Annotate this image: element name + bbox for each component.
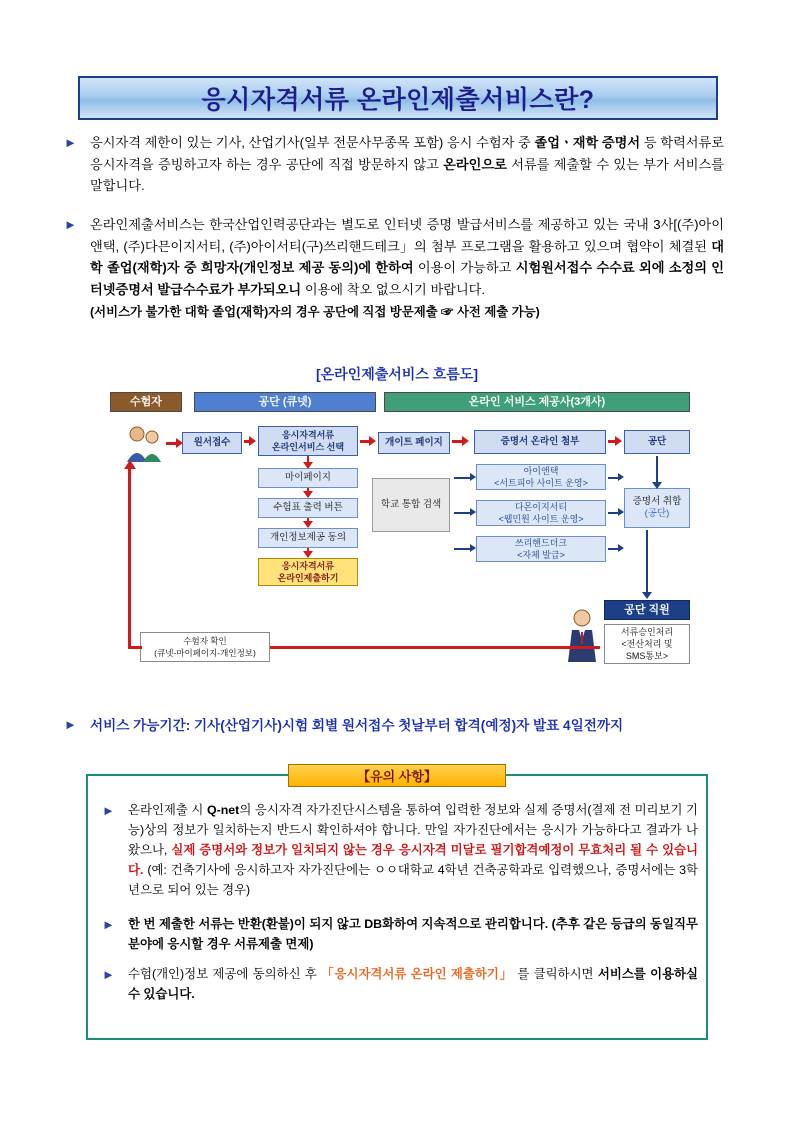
notice-item-3 xyxy=(102,964,698,1004)
service-period-text: 서비스 가능기간: 기사(산업기사)시험 회별 원서접수 첫날부터 합격(예정)자 발표 4일전까지 xyxy=(90,718,624,733)
n2-seg3: 하여 지속적으로 관리합니다. (추후 같은 등급의 동일직무분야에 응시할 경우 서류제출 면제) xyxy=(128,917,698,951)
flow-diagram-title: [온라인제출서비스 흐름도] xyxy=(316,366,478,382)
flow-node-corporation: 공단 xyxy=(624,430,690,454)
flow-node-privacy-consent: 개인정보제공 동의 xyxy=(258,528,358,548)
flow-arrow-head xyxy=(470,544,476,552)
flow-node-mypage: 마이페이지 xyxy=(258,468,358,488)
staff-avatar-icon xyxy=(562,608,602,664)
flow-arrow-head xyxy=(615,436,622,446)
flow-arrow-head xyxy=(124,460,136,469)
flow-node-provider-damoon: 다몬이지서티 <웹민원 사이트 운영> xyxy=(476,500,606,526)
paragraph-2-text xyxy=(90,214,724,324)
notice-item-2 xyxy=(102,914,698,954)
bullet-arrow-icon: ► xyxy=(102,803,115,818)
flow-arrow xyxy=(128,468,131,648)
flow-node-provider-threehand: 쓰리핸드더크 <자체 발급> xyxy=(476,536,606,562)
n1-seg2: Q-net xyxy=(206,803,240,817)
notice-title: 【유의 사항】 xyxy=(288,764,506,787)
p2-seg2: 대학 졸업(재학)자 중 희망자(개인정보 제공 동의)에 한하여 xyxy=(90,238,724,275)
bullet-paragraph-1 xyxy=(64,132,724,197)
flow-node-staff-process: 서류승인처리 <전산처리 및 SMS통보> xyxy=(604,624,690,664)
flow-arrow-head xyxy=(303,521,313,528)
flow-arrow-head xyxy=(618,508,624,516)
notice-1-text xyxy=(128,800,698,900)
service-period-row xyxy=(64,714,764,735)
flow-diagram xyxy=(110,392,690,692)
flow-arrow-head xyxy=(303,551,313,558)
bullet-arrow-icon: ► xyxy=(102,967,115,982)
p1-seg2: 졸업ㆍ재학 증명서 xyxy=(534,135,641,150)
flow-header-qnet: 공단 (큐넷) xyxy=(194,392,376,412)
bullet-paragraph-2 xyxy=(64,214,724,324)
n2-seg2: DB화 xyxy=(364,917,395,931)
notice-2-text xyxy=(128,914,698,954)
n3-seg4: 서비스를 이용하실 수 있습니다. xyxy=(128,967,698,1001)
flow-arrow-head xyxy=(303,491,313,498)
bullet-arrow-icon: ► xyxy=(64,717,77,732)
flow-node-collect-certificates: 증명서 취합 (공단) xyxy=(624,488,690,528)
flow-node-submit-online: 응시자격서류 온라인제출하기 xyxy=(258,558,358,586)
n1-seg4: 실제 증명서와 정보가 일치되지 않는 경우 응시자격 미달로 필기합격예정이 무효처리 될 수 있습니다. xyxy=(128,843,698,877)
p2-seg5: 이용에 착오 없으시기 바랍니다. xyxy=(301,281,486,297)
flow-arrow xyxy=(656,456,658,484)
flow-header-providers: 온라인 서비스 제공사(3개사) xyxy=(384,392,690,412)
n3-seg3: 를 클릭하시면 xyxy=(513,967,598,981)
flow-arrow-head xyxy=(618,473,624,481)
flow-node-examinee-check: 수험자 확인 (큐넷-마이페이지-개인정보) xyxy=(140,632,270,662)
n1-seg3: 의 응시자격 자가진단시스템을 통하여 입력한 정보와 실제 증명서(결제 전 미리보기 기능)상의 정보가 일치하는지 반드시 확인하셔야 합니다. 만일 자가진단에서는 응시가 가능하다고 결과가 나왔으나, xyxy=(128,803,699,857)
notice-item-1 xyxy=(102,800,698,900)
paragraph-1-text xyxy=(90,132,724,197)
flow-header-examinee: 수험자 xyxy=(110,392,182,412)
flow-arrow-head xyxy=(462,436,469,446)
flow-arrow-head xyxy=(303,462,313,469)
flow-node-attach-certificate: 증명서 온라인 첨부 xyxy=(474,430,606,454)
flow-node-school-search: 학교 통합 검색 xyxy=(372,478,450,532)
n2-seg1: 한 번 제출한 서류는 반환(환불)이 되지 않고 xyxy=(128,917,365,931)
p2-seg3: 이용이 가능하고 xyxy=(413,260,516,275)
n3-seg1: 수험(개인)정보 제공에 동의하신 후 xyxy=(128,967,322,981)
flow-arrow-head xyxy=(618,544,624,552)
bullet-arrow-icon: ► xyxy=(102,917,115,932)
flow-arrow-head xyxy=(249,436,256,446)
p1-seg1: 응시자격 제한이 있는 기사, 산업기사(일부 전문사무종목 포함) 응시 수험자 중 xyxy=(90,135,535,150)
flow-arrow xyxy=(646,530,648,596)
page-title-banner xyxy=(78,76,718,120)
flow-arrow-head xyxy=(369,436,376,446)
flow-arrow-head xyxy=(642,592,652,599)
flow-arrow-head xyxy=(652,482,662,489)
p2-seg4: 시험원서접수 수수료 외에 소정의 인터넷증명서 발급수수료가 부가되오니 xyxy=(90,260,724,297)
flow-node-application: 원서접수 xyxy=(182,432,242,454)
p1-seg5: 서류를 제출할 수 있는 부가 서비스를 말합니다. xyxy=(90,156,724,193)
p2-seg1: 온라인제출서비스는 한국산업인력공단과는 별도로 인터넷 증명 발급서비스를 제공하고 있는 국내 3사[(주)아이앤택, (주)다믄이지서티, (주)아이서티(구)쓰리핸드테크」의 첨부 프로그램을 활용하고 있으며 협약이 체결된 xyxy=(90,217,724,254)
flow-arrow-head xyxy=(470,473,476,481)
flow-arrow-head xyxy=(176,438,183,448)
flow-node-provider-inntec: 아이앤택 <서트피아 사이트 운영> xyxy=(476,464,606,490)
page-title: 응시자격서류 온라인제출서비스란? xyxy=(201,86,595,114)
notice-3-text xyxy=(128,964,698,1004)
examinee-avatar-icon xyxy=(124,424,168,464)
flow-arrow xyxy=(270,646,600,649)
n1-seg1: 온라인제출 시 xyxy=(128,803,207,817)
n1-seg5: (예: 건축기사에 응시하고자 자가진단에는 ㅇㅇ대학교 4학년 건축공학과로 입력했으나, 증명서에는 3학년으로 되어 있는 경우) xyxy=(128,863,698,897)
bullet-arrow-icon: ► xyxy=(64,135,77,150)
p1-seg3: 등 학력서류로 응시자격을 증빙하고자 하는 경우 공단에 직접 방문하지 않고 xyxy=(90,135,725,172)
p1-seg4: 온라인으로 xyxy=(443,156,507,172)
bullet-arrow-icon: ► xyxy=(64,217,77,232)
n3-link-label[interactable]: 「응시자격서류 온라인 제출하기」 xyxy=(321,967,514,981)
flow-node-print-ticket: 수험표 출력 버튼 xyxy=(258,498,358,518)
flow-node-gate-page: 개이트 페이지 xyxy=(378,432,450,454)
flow-node-staff-header: 공단 직원 xyxy=(604,600,690,620)
flow-arrow-head xyxy=(470,508,476,516)
flow-node-select-service: 응시자격서류 온라인서비스 선택 xyxy=(258,426,358,456)
paragraph-2-note: (서비스가 불가한 대학 졸업(재학)자의 경우 공단에 직접 방문제출 ☞ 사전 제출 가능) xyxy=(90,305,540,319)
